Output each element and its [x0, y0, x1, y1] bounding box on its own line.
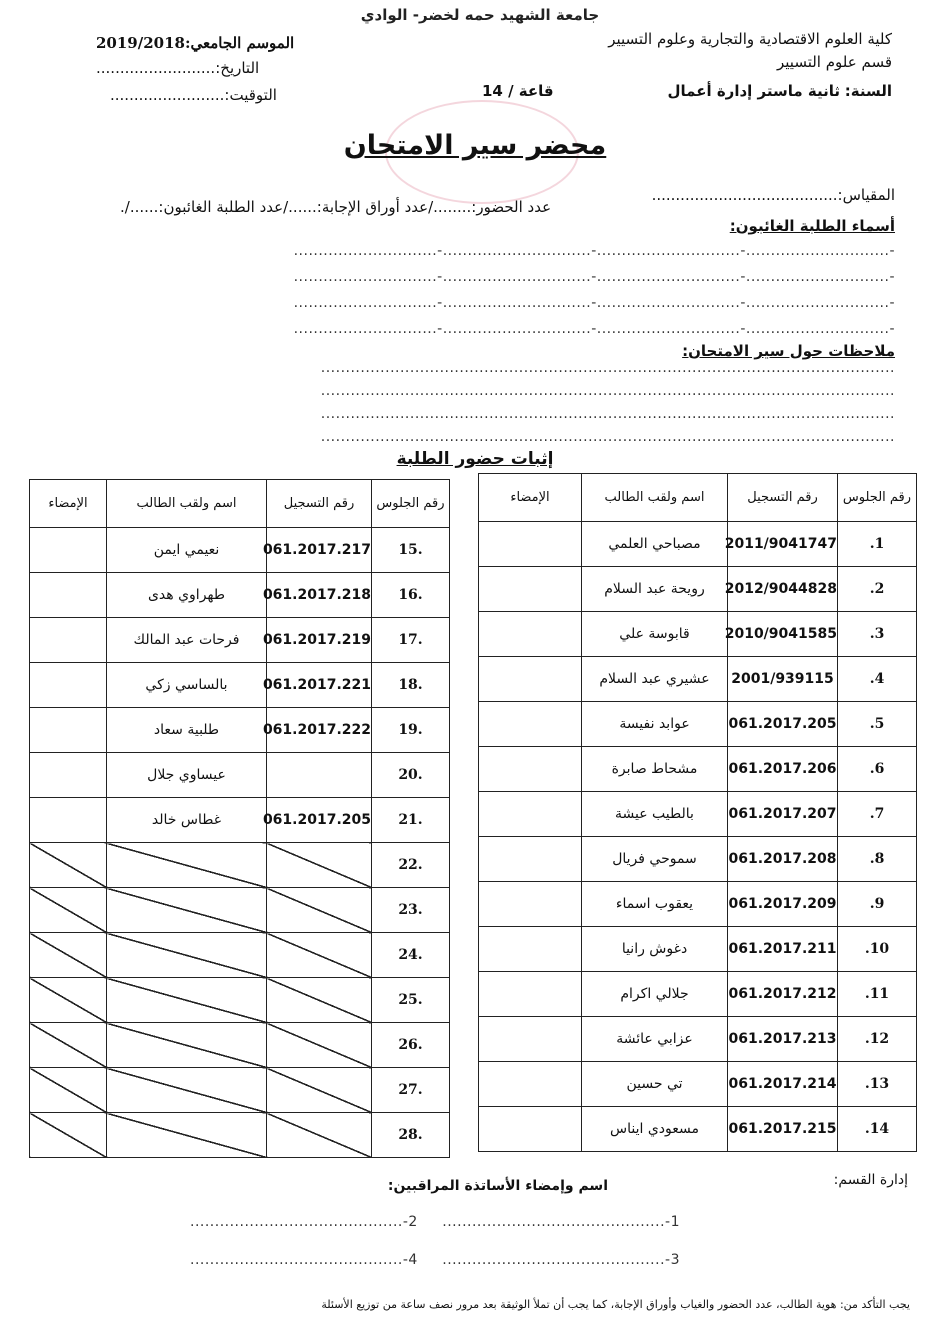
signature-cell [479, 567, 582, 612]
table-row [479, 567, 917, 612]
absent-line-1: -.............................-.............................-..............................-............................. [293, 243, 895, 259]
registration-cell: 2010/9041585 [728, 612, 838, 657]
student-name-cell: مسعودي ايناس [582, 1107, 728, 1152]
table-row [479, 702, 917, 747]
table-row [479, 1107, 917, 1152]
student-name-cell: عزابي عائشة [582, 1017, 728, 1062]
registration-cell: 061.2017.207 [728, 792, 838, 837]
registration-cell: 061.2017.205 [267, 798, 372, 843]
registration-cell [267, 888, 372, 933]
table-row [30, 1068, 450, 1113]
student-name-cell: طهراوي هدى [107, 573, 267, 618]
table-row [30, 798, 450, 843]
seat-number-cell: 8. [838, 837, 917, 882]
table-row [30, 933, 450, 978]
absent-line-4: -.............................-.............................-..............................-............................. [293, 321, 895, 337]
col-student-name: اسم ولقب الطالب [582, 474, 728, 522]
signature-cell [30, 798, 107, 843]
registration-cell [267, 1068, 372, 1113]
year-value: ثانية ماستر إدارة أعمال [667, 82, 840, 100]
table-row [479, 972, 917, 1017]
student-name-cell: رويحة عبد السلام [582, 567, 728, 612]
notes-line-4: .................................................................................................................... [320, 429, 895, 445]
student-name-cell: مصباحي العلمي [582, 522, 728, 567]
student-name-cell [107, 978, 267, 1023]
signature-cell [479, 747, 582, 792]
proctor-signature-1: 1-............................................. [442, 1214, 680, 1230]
academic-season: الموسم الجامعي:2019/2018 [96, 34, 295, 52]
table-row [479, 927, 917, 972]
seat-number-cell: 6. [838, 747, 917, 792]
signature-cell [30, 978, 107, 1023]
registration-cell: 061.2017.217 [267, 528, 372, 573]
student-name-cell: جلالي اكرام [582, 972, 728, 1017]
registration-cell: 061.2017.215 [728, 1107, 838, 1152]
faculty-name: كلية العلوم الاقتصادية والتجارية وعلوم التسيير [608, 30, 892, 48]
attendance-table-right [478, 473, 917, 1152]
registration-cell: 2011/9041747 [728, 522, 838, 567]
seat-number-cell: 2. [838, 567, 917, 612]
table-row [30, 843, 450, 888]
student-name-cell: سموحي فريال [582, 837, 728, 882]
table-row [30, 573, 450, 618]
counts-field: عدد الحضور:......../عدد أوراق الإجابة:....../عدد الطلبة الغائبون:....../. [120, 198, 552, 216]
registration-cell: 061.2017.209 [728, 882, 838, 927]
table-row [479, 1017, 917, 1062]
col-signature: الإمضاء [30, 480, 107, 528]
seat-number-cell: .26 [372, 1023, 450, 1068]
student-name-cell [107, 1113, 267, 1158]
seat-number-cell: .24 [372, 933, 450, 978]
registration-cell: 061.2017.213 [728, 1017, 838, 1062]
table-row [30, 618, 450, 663]
table-row [30, 663, 450, 708]
table-row [479, 657, 917, 702]
student-name-cell: غطاس خالد [107, 798, 267, 843]
proctor-signature-4: 4-........................................... [190, 1252, 418, 1268]
table-row [479, 522, 917, 567]
university-name: جامعة الشهيد حمه لخضر- الوادي [360, 6, 600, 24]
signature-cell [30, 843, 107, 888]
student-name-cell: طلبية سعاد [107, 708, 267, 753]
absent-line-3: -.............................-.............................-..............................-............................. [293, 295, 895, 311]
student-name-cell [107, 1023, 267, 1068]
seat-number-cell: 7. [838, 792, 917, 837]
signature-cell [30, 1023, 107, 1068]
col-signature: الإمضاء [479, 474, 582, 522]
page-title: محضر سير الامتحان [343, 130, 607, 161]
seat-number-cell: 1. [838, 522, 917, 567]
proctor-signature-2: 2-........................................... [190, 1214, 418, 1230]
signature-cell [479, 1107, 582, 1152]
seat-number-cell: 3. [838, 612, 917, 657]
absent-line-2: -.............................-.............................-..............................-............................. [293, 269, 895, 285]
seat-number-cell: .25 [372, 978, 450, 1023]
col-seat-number: رقم الجلوس [838, 474, 917, 522]
seat-number-cell: .28 [372, 1113, 450, 1158]
exam-date: التاريخ:......................... [96, 59, 260, 77]
student-name-cell [107, 1068, 267, 1113]
seat-number-cell: .15 [372, 528, 450, 573]
student-name-cell: فرحات عبد المالك [107, 618, 267, 663]
registration-cell: 061.2017.211 [728, 927, 838, 972]
table-row [479, 792, 917, 837]
seat-number-cell: .19 [372, 708, 450, 753]
table-row [479, 747, 917, 792]
student-name-cell: دغوش رانيا [582, 927, 728, 972]
exam-time: التوقيت:........................ [110, 86, 277, 104]
registration-cell: 061.2017.214 [728, 1062, 838, 1107]
table-row [479, 1062, 917, 1107]
exam-notes-heading: ملاحظات حول سير الامتحان: [682, 342, 895, 360]
seat-number-cell: .22 [372, 843, 450, 888]
col-student-name: اسم ولقب الطالب [107, 480, 267, 528]
seat-number-cell: .21 [372, 798, 450, 843]
student-name-cell [107, 843, 267, 888]
table-row [30, 753, 450, 798]
instructions-note: يجب التأكد من: هوية الطالب، عدد الحضور والغياب وأوراق الإجابة، كما يجب أن تملأ الوثيقة بعد مرور نصف ساعة من توزيع الأسئلة [321, 1298, 910, 1311]
student-name-cell [107, 933, 267, 978]
signature-cell [30, 708, 107, 753]
seat-number-cell: .20 [372, 753, 450, 798]
student-name-cell: تي حسين [582, 1062, 728, 1107]
table-row [30, 528, 450, 573]
registration-cell: 2012/9044828 [728, 567, 838, 612]
signature-cell [479, 1017, 582, 1062]
signature-cell [479, 522, 582, 567]
attendance-table-left [29, 479, 450, 1158]
signature-cell [30, 1068, 107, 1113]
registration-cell: 061.2017.206 [728, 747, 838, 792]
seat-number-cell: .27 [372, 1068, 450, 1113]
signature-cell [30, 573, 107, 618]
department-name: قسم علوم التسيير [777, 53, 892, 71]
student-name-cell: عوابد نفيسة [582, 702, 728, 747]
student-name-cell: قابوسة علي [582, 612, 728, 657]
signature-cell [479, 702, 582, 747]
year-label: السنة: [844, 82, 892, 100]
signature-cell [479, 612, 582, 657]
registration-cell: 061.2017.208 [728, 837, 838, 882]
seat-number-cell: 14. [838, 1107, 917, 1152]
notes-line-1: .................................................................................................................... [320, 360, 895, 376]
table-row [479, 837, 917, 882]
attendance-heading: إثبات حضور الطلبة [396, 449, 554, 469]
signature-cell [479, 882, 582, 927]
registration-cell: 2001/939115 [728, 657, 838, 702]
signature-cell [30, 528, 107, 573]
col-registration: رقم التسجيل [728, 474, 838, 522]
signature-cell [479, 657, 582, 702]
registration-cell: 061.2017.205 [728, 702, 838, 747]
student-name-cell: عيساوي جلال [107, 753, 267, 798]
proctors-label: اسم وإمضاء الأساتذة المراقبين: [387, 1178, 608, 1194]
seat-number-cell: 4. [838, 657, 917, 702]
student-name-cell: عشيري عبد السلام [582, 657, 728, 702]
seat-number-cell: 9. [838, 882, 917, 927]
registration-cell [267, 753, 372, 798]
signature-cell [479, 972, 582, 1017]
signature-cell [30, 888, 107, 933]
table-row [30, 708, 450, 753]
notes-line-2: .................................................................................................................... [320, 383, 895, 399]
seat-number-cell: .18 [372, 663, 450, 708]
student-name-cell: بالساسي زكي [107, 663, 267, 708]
table-row [30, 888, 450, 933]
signature-cell [30, 663, 107, 708]
seat-number-cell: 10. [838, 927, 917, 972]
registration-cell [267, 1023, 372, 1068]
table-row [479, 882, 917, 927]
student-name-cell: يعقوب اسماء [582, 882, 728, 927]
student-name-cell: نعيمي ايمن [107, 528, 267, 573]
table-row [479, 612, 917, 657]
student-name-cell: بالطيب عيشة [582, 792, 728, 837]
room-number: قاعة / 14 [482, 82, 554, 100]
registration-cell: 061.2017.218 [267, 573, 372, 618]
registration-cell: 061.2017.222 [267, 708, 372, 753]
seat-number-cell: .16 [372, 573, 450, 618]
table-row [30, 978, 450, 1023]
col-seat-number: رقم الجلوس [372, 480, 450, 528]
signature-cell [479, 837, 582, 882]
student-name-cell [107, 888, 267, 933]
notes-line-3: .................................................................................................................... [320, 406, 895, 422]
signature-cell [30, 933, 107, 978]
registration-cell [267, 843, 372, 888]
signature-cell [30, 1113, 107, 1158]
registration-cell [267, 978, 372, 1023]
table-row [30, 1023, 450, 1068]
registration-cell: 061.2017.221 [267, 663, 372, 708]
registration-cell: 061.2017.212 [728, 972, 838, 1017]
seat-number-cell: 13. [838, 1062, 917, 1107]
seat-number-cell: 12. [838, 1017, 917, 1062]
department-admin-label: إدارة القسم: [833, 1172, 908, 1188]
proctor-signature-3: 3-............................................. [442, 1252, 680, 1268]
registration-cell [267, 1113, 372, 1158]
signature-cell [479, 792, 582, 837]
seat-number-cell: .17 [372, 618, 450, 663]
col-registration: رقم التسجيل [267, 480, 372, 528]
signature-cell [30, 753, 107, 798]
seat-number-cell: 11. [838, 972, 917, 1017]
registration-cell: 061.2017.219 [267, 618, 372, 663]
signature-cell [479, 927, 582, 972]
table-row [30, 1113, 450, 1158]
subject-field: المقياس:....................................... [651, 186, 895, 204]
seat-number-cell: .23 [372, 888, 450, 933]
registration-cell [267, 933, 372, 978]
student-name-cell: مشحاط صابرة [582, 747, 728, 792]
absent-students-heading: أسماء الطلبة الغائبون: [729, 217, 895, 235]
signature-cell [479, 1062, 582, 1107]
seat-number-cell: 5. [838, 702, 917, 747]
signature-cell [30, 618, 107, 663]
